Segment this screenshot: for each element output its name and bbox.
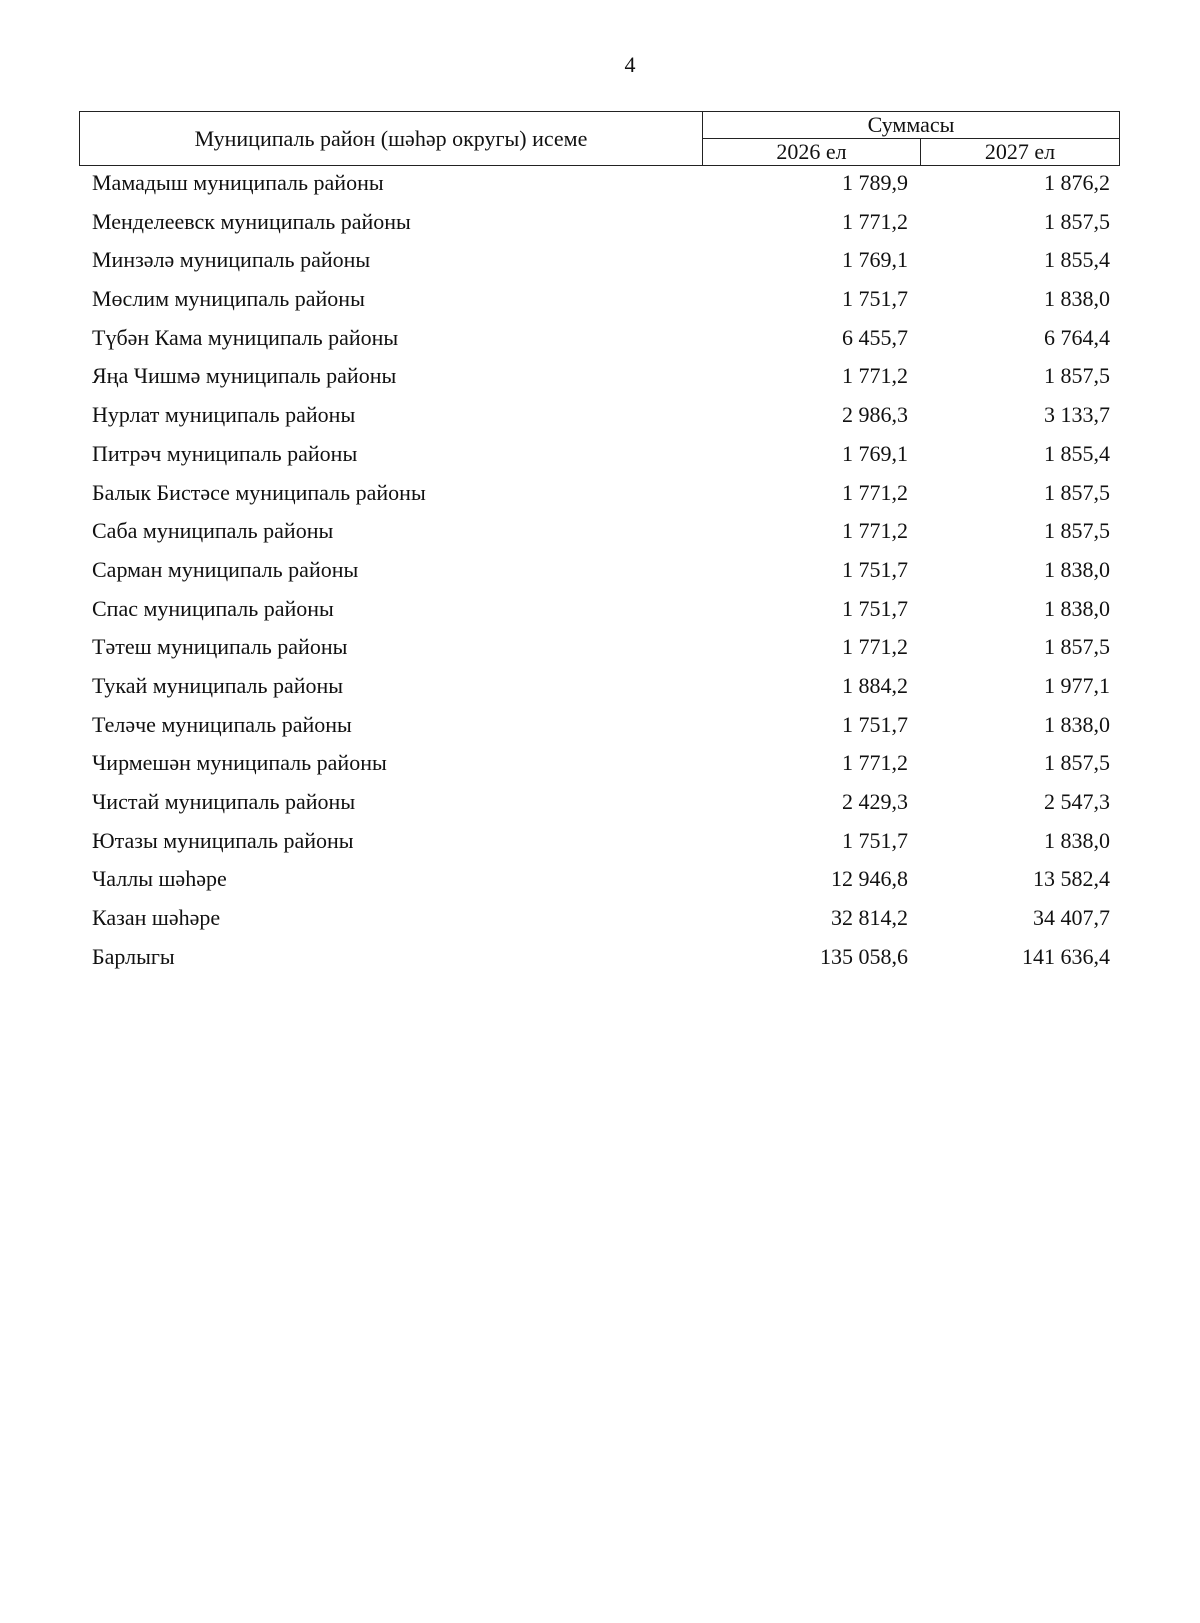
row-value-2027: 1 838,0 [1044, 286, 1110, 312]
row-name: Чистай муниципаль районы [92, 789, 356, 814]
table-row [0, 284, 1200, 323]
row-name: Түбән Кама муниципаль районы [92, 324, 399, 350]
column-header-2027: 2027 ел [921, 139, 1120, 166]
row-value-2026: 1 751,7 [842, 827, 908, 853]
table-row [0, 555, 1200, 594]
row-value-2027: 1 857,5 [1044, 750, 1110, 776]
row-name: Чаллы шәһәре [92, 866, 227, 892]
row-name: Яңа Чишмә муниципаль районы [92, 363, 397, 389]
row-value-2026: 1 751,7 [842, 711, 908, 737]
row-value-2027: 1 857,5 [1044, 479, 1110, 505]
row-value-2027: 1 857,5 [1044, 518, 1110, 544]
row-value-2027: 6 764,4 [1044, 324, 1110, 350]
table-row [0, 516, 1200, 555]
row-name: Минзәлә муниципаль районы [92, 247, 371, 273]
row-name: Ютазы муниципаль районы [92, 827, 354, 853]
row-name: Мамадыш муниципаль районы [92, 170, 384, 195]
column-header-amount-group: Суммасы [703, 112, 1120, 139]
row-name: Казан шәһәре [92, 905, 221, 931]
table-row [0, 671, 1200, 710]
row-name: Барлыгы [92, 943, 175, 969]
row-value-2026: 1 771,2 [842, 363, 908, 389]
table-row [0, 168, 1200, 207]
table-row [0, 787, 1200, 826]
row-value-2026: 1 884,2 [842, 672, 908, 698]
row-value-2027: 13 582,4 [1033, 866, 1110, 892]
page-number: 4 [624, 52, 636, 77]
row-value-2027: 1 838,0 [1044, 827, 1110, 853]
row-value-2027: 1 838,0 [1044, 556, 1110, 582]
row-value-2026: 1 751,7 [842, 286, 908, 312]
row-name: Мөслим муниципаль районы [92, 286, 365, 312]
row-name: Балык Бистәсе муниципаль районы [92, 479, 426, 505]
table-row [0, 864, 1200, 903]
table-row [0, 594, 1200, 633]
table-row [0, 942, 1200, 981]
row-name: Питрәч муниципаль районы [92, 440, 358, 466]
row-value-2026: 1 769,1 [842, 247, 908, 273]
table-body [0, 168, 1200, 980]
row-name: Сарман муниципаль районы [92, 556, 359, 582]
row-value-2027: 1 977,1 [1044, 672, 1110, 698]
row-value-2026: 1 789,9 [842, 170, 908, 195]
row-value-2026: 1 771,2 [842, 750, 908, 776]
row-value-2027: 1 857,5 [1044, 634, 1110, 660]
row-name: Саба муниципаль районы [92, 518, 334, 544]
table-row [0, 361, 1200, 400]
row-value-2027: 2 547,3 [1044, 789, 1110, 814]
row-name: Менделеевск муниципаль районы [92, 208, 411, 234]
row-value-2027: 141 636,4 [1022, 943, 1110, 969]
row-value-2026: 1 771,2 [842, 518, 908, 544]
row-value-2027: 1 857,5 [1044, 208, 1110, 234]
row-value-2026: 2 986,3 [842, 402, 908, 428]
row-value-2027: 3 133,7 [1044, 402, 1110, 428]
table-row [0, 710, 1200, 749]
table-row [0, 826, 1200, 865]
row-name: Нурлат муниципаль районы [92, 402, 356, 428]
table-header [79, 111, 1120, 166]
column-header-2026: 2026 ел [703, 139, 921, 166]
row-value-2026: 135 058,6 [820, 943, 908, 969]
row-value-2026: 1 751,7 [842, 556, 908, 582]
row-name: Тәтеш муниципаль районы [92, 634, 348, 660]
row-value-2026: 1 769,1 [842, 440, 908, 466]
row-value-2026: 1 751,7 [842, 595, 908, 621]
table-row [0, 478, 1200, 517]
row-value-2026: 12 946,8 [831, 866, 908, 892]
row-name: Чирмешән муниципаль районы [92, 750, 387, 776]
table-row [0, 400, 1200, 439]
row-name: Тукай муниципаль районы [92, 672, 344, 698]
table-row [0, 207, 1200, 246]
row-value-2027: 1 838,0 [1044, 711, 1110, 737]
table-row [0, 323, 1200, 362]
column-header-name: Муниципаль район (шәһәр округы) исеме [80, 112, 703, 166]
row-name: Теләче муниципаль районы [92, 711, 352, 737]
row-value-2027: 1 876,2 [1044, 170, 1110, 195]
row-value-2026: 1 771,2 [842, 479, 908, 505]
row-value-2026: 1 771,2 [842, 208, 908, 234]
table-row [0, 245, 1200, 284]
table-row [0, 632, 1200, 671]
row-value-2027: 34 407,7 [1033, 905, 1110, 931]
row-name: Спас муниципаль районы [92, 595, 334, 621]
table-row [0, 748, 1200, 787]
row-value-2027: 1 857,5 [1044, 363, 1110, 389]
row-value-2027: 1 838,0 [1044, 595, 1110, 621]
row-value-2026: 6 455,7 [842, 324, 908, 350]
row-value-2026: 32 814,2 [831, 905, 908, 931]
row-value-2027: 1 855,4 [1044, 247, 1110, 273]
row-value-2026: 2 429,3 [842, 789, 908, 814]
table-row [0, 903, 1200, 942]
table-row [0, 439, 1200, 478]
row-value-2027: 1 855,4 [1044, 440, 1110, 466]
row-value-2026: 1 771,2 [842, 634, 908, 660]
